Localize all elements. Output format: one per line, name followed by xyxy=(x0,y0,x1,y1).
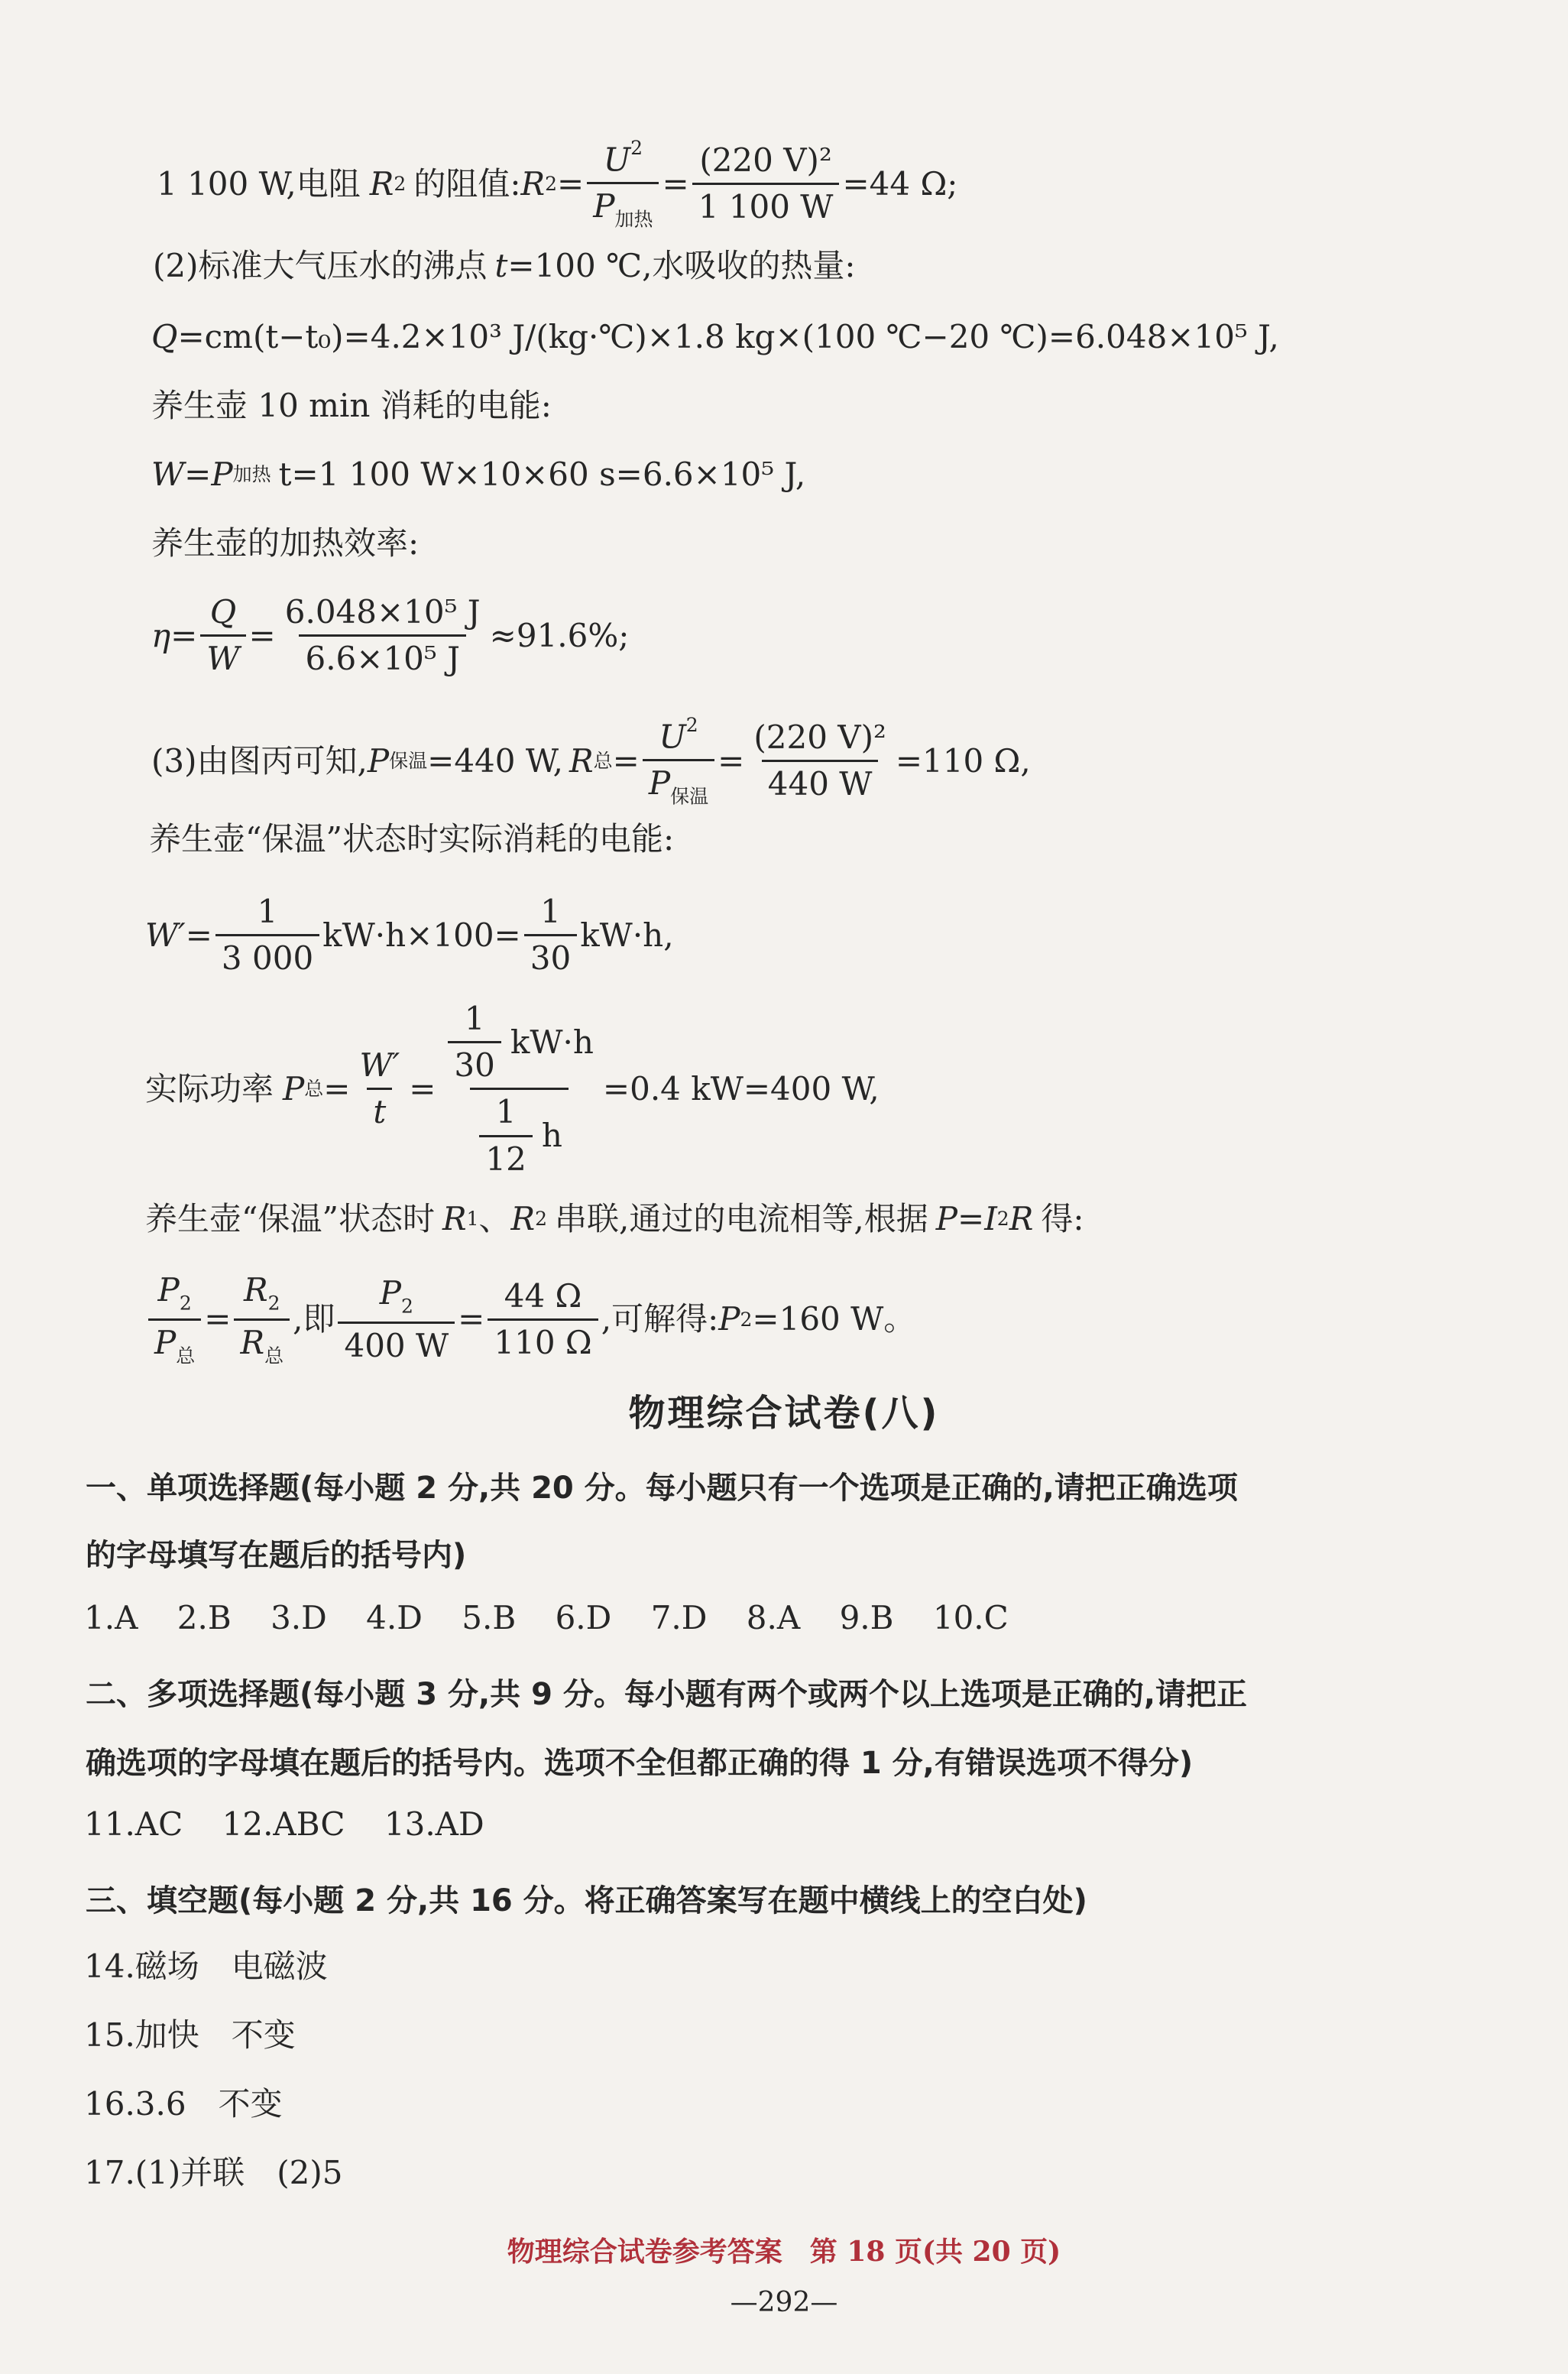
page-number: —292— xyxy=(730,2287,838,2318)
keep-warm-resistance-line: (3)由图丙可知, P 保温 =440 W, R 总 = $\frac{U^2}{P_{保温}}$ = $\frac{\text{(220 V)²}}{440 W}$ =110 Ω, xyxy=(151,714,1031,808)
energy-equation: t=1 100 W×10×60 s=6.6×10⁵ J, xyxy=(278,456,806,493)
rtotal-fraction: $\frac{U^2}{P_{保温}}$ xyxy=(643,715,714,807)
section-1-header-line1: 一、单项选择题(每小题 2 分,共 20 分。每小题只有一个选项是正确的,请把正确选项 xyxy=(86,1471,1238,1506)
p2-over-400: $\frac{P_2}{400 W}$ xyxy=(338,1276,455,1364)
answer-item: 8.A xyxy=(746,1599,801,1636)
section-2-header-line2: 确选项的字母填在题后的括号内。选项不全但都正确的得 1 分,有错误选项不得分) xyxy=(86,1746,1194,1781)
series-line: 养生壶“保温”状态时 R 1 、 R 2 串联,通过的电流相等,根据 P = I 2 R 得: xyxy=(145,1200,1084,1237)
boiling-intro: (2)标准大气压水的沸点 xyxy=(153,247,488,284)
series-text: 养生壶“保温”状态时 xyxy=(145,1200,435,1237)
final-ratio-line: $\frac{P_2}{P_总}$ = $\frac{R_2}{R_总}$ ,即 $\frac{P_2}{400 W}$ = $\frac{44 \Omega}{110 \Omega}$ ,可解得: P 2 =160 W。 xyxy=(145,1273,915,1367)
answer-item: 13.AD xyxy=(384,1805,484,1843)
actual-power-intro: 实际功率 xyxy=(145,1069,274,1108)
rtotal-value-fraction: $\frac{\text{(220 V)²}}{440 W}$ xyxy=(753,718,886,803)
rtotal-result: =110 Ω, xyxy=(895,741,1031,780)
final-mid: ,即 xyxy=(293,1300,335,1338)
p2-over-ptotal: $\frac{P_2}{P_总}$ xyxy=(148,1273,201,1367)
r2-lead: 1 100 W,电阻 xyxy=(157,164,361,203)
answer-item: 4.D xyxy=(366,1599,423,1636)
energy-intro: 养生壶 10 min 消耗的电能: xyxy=(151,387,552,424)
compound-fraction: $\frac{1}{30}$ kW·h $\frac{1}{12}$ h xyxy=(439,1001,599,1177)
mc-answers xyxy=(84,1599,1038,1636)
keep-power: =440 W, xyxy=(427,741,564,780)
heat-equation: =cm(t−t₀)=4.2×10³ J/(kg·℃)×1.8 kg×(100 ℃−20 ℃)=6.048×10⁵ J, xyxy=(177,318,1279,355)
r2-value-fraction: $\frac{\text{(220 V)²}}{1 100 W}$ xyxy=(692,143,840,225)
efficiency-intro-line xyxy=(151,526,419,561)
multi-answers xyxy=(84,1805,513,1843)
exam-title: 物理综合试卷(八) xyxy=(628,1392,940,1435)
fill-answer-16: 16.3.6 不变 xyxy=(84,2085,283,2123)
r2-tail: 的阻值: xyxy=(413,164,521,203)
r2-line: 1 100 W,电阻 R 2 的阻值: R 2 = $\frac{U^2}{P_{加热}}$ = $\frac{\text{(220 V)²}}{1 100 W}$ =44 Ω; xyxy=(157,137,958,231)
actual-energy-mid: kW·h×100= xyxy=(322,916,521,954)
actual-energy-tail: kW·h, xyxy=(580,916,674,954)
section-3-header-line1: 三、填空题(每小题 2 分,共 16 分。将正确答案写在题中横线上的空白处) xyxy=(86,1883,1087,1918)
series-text3: 得: xyxy=(1041,1200,1084,1237)
efficiency-fraction: $\frac{\text{6.048×10⁵ J}}{\text{6.6×10⁵ J}}$ xyxy=(284,593,481,678)
answer-item: 7.D xyxy=(650,1599,708,1636)
keep-warm-energy-intro-line xyxy=(149,822,674,857)
efficiency-result: ≈91.6%; xyxy=(489,616,630,654)
q-over-w: $\frac{Q}{W}$ xyxy=(200,595,245,676)
footer-caption: 物理综合试卷参考答案 第 18 页(共 20 页) xyxy=(507,2236,1061,2268)
answer-item: 11.AC xyxy=(84,1805,183,1843)
energy-intro-line xyxy=(151,388,552,423)
answer-item: 1.A xyxy=(84,1599,138,1636)
energy-equation-line: W = P 加热 t=1 100 W×10×60 s=6.6×10⁵ J, xyxy=(151,456,806,493)
section-1-header-line2: 的字母填写在题后的括号内) xyxy=(86,1538,467,1573)
w-over-t: $\frac{W'}{t}$ xyxy=(359,1046,400,1131)
section-2-header-line1: 二、多项选择题(每小题 3 分,共 9 分。每小题有两个或两个以上选项是正确的,请把正 xyxy=(86,1677,1248,1712)
r2-result: =44 Ω; xyxy=(842,164,958,203)
final-result: =160 W。 xyxy=(752,1300,916,1338)
meter-fraction: $\frac{1}{3 000}$ xyxy=(215,894,319,976)
graph-intro: (3)由图丙可知, xyxy=(151,741,368,780)
boiling-tail: =100 ℃,水吸收的热量: xyxy=(507,247,856,284)
answer-item: 6.D xyxy=(555,1599,612,1636)
actual-energy-line: W′ = $\frac{1}{3 000}$ kW·h×100= $\frac{1}{30}$ kW·h, xyxy=(145,893,674,978)
answer-item: 12.ABC xyxy=(222,1805,345,1843)
answer-item: 10.C xyxy=(932,1599,1009,1636)
heat-equation-line: Q =cm(t−t₀)=4.2×10³ J/(kg·℃)×1.8 kg×(100 ℃−20 ℃)=6.048×10⁵ J, xyxy=(151,318,1279,355)
final-tail: ,可解得: xyxy=(601,1300,719,1338)
fill-answer-17: 17.(1)并联 (2)5 xyxy=(84,2154,343,2191)
actual-power-line: 实际功率 P 总 = $\frac{W'}{t}$ = $\frac{1}{30}$ kW·h $\frac{1}{12}$ h =0.4 kW=400 W, xyxy=(145,1000,880,1178)
r2-over-rtotal: $\frac{R_2}{R_总}$ xyxy=(234,1273,290,1367)
answer-item: 2.B xyxy=(177,1599,232,1636)
efficiency-line: η = $\frac{Q}{W}$ = $\frac{\text{6.048×10⁵ J}}{\text{6.6×10⁵ J}}$ ≈91.6%; xyxy=(151,593,630,678)
fill-answer-15: 15.加快 不变 xyxy=(84,2016,296,2054)
answer-item: 3.D xyxy=(271,1599,327,1636)
answer-item: 9.B xyxy=(839,1599,894,1636)
efficiency-intro: 养生壶的加热效率: xyxy=(151,524,420,562)
series-text2: 串联,通过的电流相等,根据 xyxy=(555,1200,928,1237)
keep-warm-intro: 养生壶“保温”状态时实际消耗的电能: xyxy=(149,820,675,858)
r2-fraction: $\frac{U^2}{P_{加热}}$ xyxy=(587,138,659,230)
44-over-110: $\frac{44 \Omega}{110 \Omega}$ xyxy=(488,1279,598,1361)
answer-item: 5.B xyxy=(462,1599,517,1636)
one-thirtieth: $\frac{1}{30}$ xyxy=(524,894,577,976)
actual-power-result: =0.4 kW=400 W, xyxy=(602,1069,880,1108)
boiling-point-line: (2)标准大气压水的沸点 t =100 ℃,水吸收的热量: xyxy=(153,247,856,284)
fill-answer-14: 14.磁场 电磁波 xyxy=(84,1948,328,1985)
